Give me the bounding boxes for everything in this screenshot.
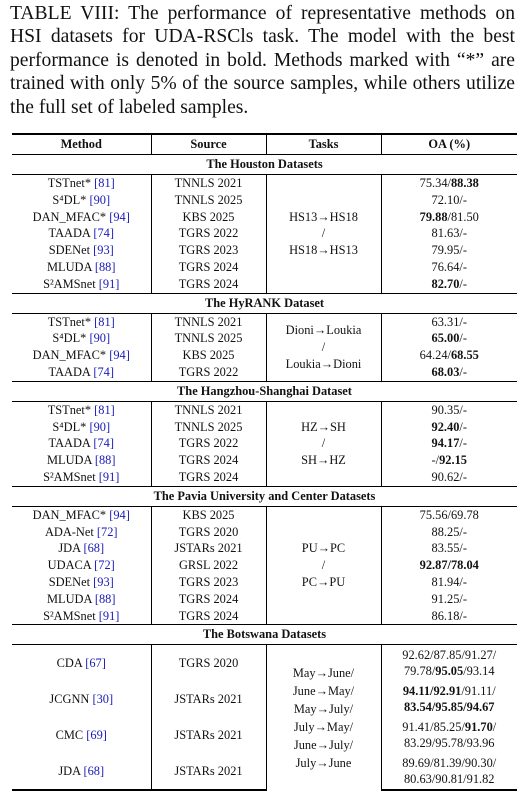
oa-value: /- — [459, 276, 467, 291]
citation: [68] — [83, 764, 105, 779]
oa-value: 80.63/90.81/91.82 — [403, 772, 495, 787]
table-row — [12, 608, 517, 625]
source-cell: TGRS 2024 — [151, 469, 266, 486]
oa-value: 83.55/- — [431, 541, 467, 556]
method-cell — [12, 452, 151, 469]
oa-value: /93.14 — [463, 664, 495, 679]
oa-cell — [381, 259, 517, 276]
table-row — [12, 364, 517, 381]
method-cell — [12, 540, 151, 557]
citation: [81] — [94, 314, 115, 329]
method-cell — [12, 192, 151, 209]
table-row — [12, 276, 517, 293]
section-title: The HyRANK Dataset — [12, 293, 517, 313]
table-row — [12, 209, 517, 226]
task-line: / — [321, 339, 326, 354]
method-cell — [12, 347, 151, 364]
table-row — [12, 225, 517, 242]
oa-line — [382, 683, 518, 699]
method-name: MLUDA — [46, 453, 95, 468]
task-line: PC→PU — [301, 574, 346, 589]
section-header — [12, 293, 517, 313]
oa-value: /- — [459, 436, 467, 451]
citation: [72] — [96, 524, 118, 539]
oa-cell — [381, 364, 517, 381]
citation: [94] — [109, 348, 130, 363]
source-cell: JSTARs 2021 — [151, 753, 266, 790]
method-cell — [12, 469, 151, 486]
method-cell — [12, 753, 151, 790]
method-cell — [12, 276, 151, 293]
oa-value: /81.50 — [447, 209, 479, 224]
method-name: DAN_MFAC* — [32, 507, 110, 522]
citation: [91] — [98, 469, 120, 484]
performance-table — [12, 133, 517, 791]
oa-value: 81.63/- — [431, 226, 467, 241]
section-title: The Houston Datasets — [12, 155, 517, 175]
oa-value: /- — [459, 331, 467, 346]
table-row — [12, 645, 517, 682]
oa-cell — [381, 452, 517, 469]
oa-value: 76.64/- — [431, 259, 467, 274]
method-cell — [12, 435, 151, 452]
section-header — [12, 155, 517, 175]
oa-line — [382, 699, 518, 715]
method-name: DAN_MFAC* — [32, 348, 110, 363]
oa-best-value: 91.70 — [464, 720, 493, 735]
source-cell: TGRS 2020 — [151, 645, 266, 682]
task-line: PU→PC — [301, 541, 346, 556]
method-name: CDA — [56, 656, 86, 671]
oa-cell — [381, 192, 517, 209]
method-name: S⁴DL* — [52, 419, 90, 434]
method-cell — [12, 175, 151, 192]
oa-value: 81.94/- — [431, 574, 467, 589]
method-cell — [12, 225, 151, 242]
oa-value: 63.31/- — [431, 314, 467, 329]
citation: [88] — [94, 259, 116, 274]
citation: [68] — [83, 541, 105, 556]
method-name: MLUDA — [46, 259, 95, 274]
header-method: Method — [12, 134, 151, 155]
section-header — [12, 381, 517, 401]
citation: [72] — [94, 558, 115, 573]
oa-value: 91.41/85.25/ — [402, 720, 465, 735]
oa-best-value: 82.70 — [431, 276, 460, 291]
table-row — [12, 452, 517, 469]
citation: [94] — [109, 209, 130, 224]
table-row — [12, 313, 517, 330]
method-cell — [12, 209, 151, 226]
source-cell: TGRS 2023 — [151, 574, 266, 591]
source-cell: TGRS 2024 — [151, 608, 266, 625]
source-cell: TGRS 2020 — [151, 524, 266, 541]
method-cell — [12, 330, 151, 347]
task-line: HS13→HS18 — [289, 209, 358, 224]
citation: [88] — [94, 591, 116, 606]
oa-cell — [381, 645, 517, 682]
oa-best-value: 68.03 — [431, 364, 460, 379]
citation: [91] — [98, 608, 120, 623]
method-cell — [12, 645, 151, 682]
oa-best-value: 92.87/78.04 — [419, 558, 479, 573]
oa-value: /- — [459, 364, 467, 379]
source-cell: JSTARs 2021 — [151, 540, 266, 557]
citation: [81] — [94, 176, 115, 190]
source-cell: TNNLS 2021 — [151, 401, 266, 418]
oa-cell — [381, 591, 517, 608]
citation: [74] — [93, 364, 114, 379]
method-name: S⁴DL* — [52, 331, 90, 346]
oa-cell — [381, 608, 517, 625]
section-header — [12, 486, 517, 506]
method-name: TSTnet* — [47, 314, 95, 329]
table-row — [12, 330, 517, 347]
method-cell — [12, 681, 151, 717]
citation: [90] — [89, 419, 111, 434]
citation: [91] — [98, 276, 120, 291]
oa-line — [382, 647, 518, 663]
oa-cell — [381, 175, 517, 192]
task-line: HZ→SH — [301, 419, 346, 434]
method-cell — [12, 524, 151, 541]
table-row — [12, 242, 517, 259]
tasks-cell — [266, 313, 381, 381]
citation: [94] — [109, 507, 130, 522]
table-row — [12, 192, 517, 209]
table-row — [12, 540, 517, 557]
table-row — [12, 175, 517, 192]
oa-value: 92.62/87.85/91.27/ — [402, 648, 497, 663]
method-name: S²AMSnet — [43, 276, 99, 291]
oa-cell — [381, 506, 517, 523]
oa-value: 75.34/ — [419, 176, 451, 190]
oa-best-value: 94.17 — [431, 436, 460, 451]
section-header — [12, 625, 517, 645]
method-cell — [12, 506, 151, 523]
table-row — [12, 435, 517, 452]
oa-cell — [381, 209, 517, 226]
oa-best-value: 94.11/92.91 — [402, 684, 462, 699]
source-cell: KBS 2025 — [151, 209, 266, 226]
task-line: SH→HZ — [301, 453, 346, 468]
oa-cell — [381, 401, 517, 418]
oa-cell — [381, 419, 517, 436]
method-name: SDENet — [48, 243, 94, 258]
table-row — [12, 401, 517, 418]
citation: [69] — [86, 728, 107, 743]
oa-value: 72.10/- — [431, 192, 467, 207]
source-cell: JSTARs 2021 — [151, 681, 266, 717]
table-row — [12, 574, 517, 591]
oa-cell — [381, 242, 517, 259]
citation: [93] — [93, 243, 114, 258]
method-cell — [12, 401, 151, 418]
method-cell — [12, 557, 151, 574]
task-line: HS18→HS13 — [289, 243, 358, 258]
table-row — [12, 717, 517, 753]
oa-value: /- — [459, 419, 467, 434]
citation: [90] — [89, 192, 111, 207]
source-cell: TNNLS 2021 — [151, 175, 266, 192]
oa-cell — [381, 717, 517, 753]
header-tasks: Tasks — [266, 134, 381, 155]
oa-cell — [381, 435, 517, 452]
method-name: TSTnet* — [47, 176, 95, 190]
oa-value: 79.78/ — [403, 664, 436, 679]
oa-cell — [381, 524, 517, 541]
table-row — [12, 753, 517, 790]
method-cell — [12, 608, 151, 625]
table-row — [12, 557, 517, 574]
section-title: The Botswana Datasets — [12, 625, 517, 645]
oa-value: 88.25/- — [431, 524, 467, 539]
oa-value: 91.25/- — [431, 591, 467, 606]
oa-line — [382, 719, 518, 735]
table-row — [12, 681, 517, 717]
oa-cell — [381, 313, 517, 330]
citation: [81] — [94, 402, 115, 417]
oa-best-value: 83.54/95.85/94.67 — [403, 700, 495, 715]
header-oa: OA (%) — [381, 134, 517, 155]
source-cell: TGRS 2024 — [151, 276, 266, 293]
task-line: June→May/ — [292, 683, 355, 698]
oa-cell — [381, 753, 517, 790]
method-name: TAADA — [48, 364, 94, 379]
source-cell: KBS 2025 — [151, 506, 266, 523]
table-row — [12, 524, 517, 541]
oa-value: 75.56/69.78 — [419, 507, 479, 522]
table-row — [12, 419, 517, 436]
oa-cell — [381, 347, 517, 364]
oa-value: 86.18/- — [431, 608, 467, 623]
task-line: June→July/ — [293, 737, 354, 752]
source-cell: TNNLS 2025 — [151, 192, 266, 209]
source-cell: TNNLS 2025 — [151, 330, 266, 347]
citation: [93] — [93, 574, 114, 589]
table-row — [12, 347, 517, 364]
oa-line — [382, 663, 518, 679]
method-name: JDA — [58, 541, 84, 556]
oa-value: 64.24/ — [419, 348, 451, 363]
method-name: S²AMSnet — [43, 469, 99, 484]
citation: [88] — [94, 453, 116, 468]
method-name: JCGNN — [49, 692, 93, 707]
tasks-cell — [266, 506, 381, 625]
oa-value: 79.95/- — [431, 243, 467, 258]
task-line: Dioni→Loukia — [285, 322, 362, 337]
table-row — [12, 591, 517, 608]
method-name: MLUDA — [46, 591, 95, 606]
method-cell — [12, 591, 151, 608]
method-name: DAN_MFAC* — [32, 209, 110, 224]
method-cell — [12, 259, 151, 276]
table-row — [12, 469, 517, 486]
source-cell: TGRS 2022 — [151, 435, 266, 452]
oa-value: 83.29/95.78/93.96 — [403, 736, 495, 751]
method-cell — [12, 313, 151, 330]
method-name: SDENet — [48, 574, 94, 589]
oa-best-value: 95.05 — [435, 664, 464, 679]
oa-line — [382, 771, 518, 787]
oa-cell — [381, 540, 517, 557]
oa-best-value: 79.88 — [419, 209, 448, 224]
source-cell: KBS 2025 — [151, 347, 266, 364]
section-title: The Hangzhou-Shanghai Dataset — [12, 381, 517, 401]
oa-value: 90.35/- — [431, 402, 467, 417]
method-name: S⁴DL* — [52, 192, 90, 207]
oa-cell — [381, 574, 517, 591]
oa-line — [382, 735, 518, 751]
method-cell — [12, 717, 151, 753]
oa-cell — [381, 276, 517, 293]
source-cell: TGRS 2024 — [151, 452, 266, 469]
method-name: ADA-Net — [44, 524, 97, 539]
oa-value: 89.69/81.39/90.30/ — [402, 756, 497, 771]
method-name: CMC — [55, 728, 87, 743]
oa-value: -/ — [431, 453, 440, 468]
source-cell: TGRS 2023 — [151, 242, 266, 259]
oa-best-value: 68.55 — [450, 348, 479, 363]
source-cell: GRSL 2022 — [151, 557, 266, 574]
citation: [67] — [85, 656, 106, 671]
method-cell — [12, 419, 151, 436]
method-name: S²AMSnet — [43, 608, 99, 623]
oa-best-value: 92.40 — [431, 419, 460, 434]
oa-cell — [381, 557, 517, 574]
source-cell: TGRS 2024 — [151, 591, 266, 608]
citation: [90] — [89, 331, 111, 346]
oa-best-value: 88.38 — [450, 176, 479, 190]
citation: [74] — [93, 436, 114, 451]
oa-cell — [381, 681, 517, 717]
source-cell: TGRS 2022 — [151, 225, 266, 242]
oa-best-value: 65.00 — [431, 331, 460, 346]
task-line: / — [321, 558, 326, 573]
citation: [74] — [93, 226, 114, 241]
oa-best-value: 92.15 — [439, 453, 467, 468]
table-row — [12, 259, 517, 276]
header-row — [12, 134, 517, 155]
task-line: / — [321, 226, 326, 241]
task-line: Loukia→Dioni — [285, 356, 362, 371]
tasks-cell — [266, 175, 381, 294]
task-line: July→May/ — [293, 719, 354, 734]
method-name: TSTnet* — [47, 402, 95, 417]
task-line: July→June — [295, 755, 352, 770]
source-cell: JSTARs 2021 — [151, 717, 266, 753]
method-cell — [12, 364, 151, 381]
oa-line — [382, 755, 518, 771]
task-line: May→July/ — [293, 701, 354, 716]
table-row — [12, 506, 517, 523]
header-source: Source — [151, 134, 266, 155]
section-title: The Pavia University and Center Datasets — [12, 486, 517, 506]
oa-cell — [381, 225, 517, 242]
table-caption: TABLE VIII: The performance of representative methods on HSI datasets for UDA-RSCls task. The model with the best performance is denoted in bold. Methods marked with “*” are trained with only 5% of the source samples, while others utilize the full set of labeled samples. — [10, 3, 515, 118]
oa-value: /91.11/ — [461, 684, 496, 699]
method-name: UDACA — [47, 558, 95, 573]
method-cell — [12, 242, 151, 259]
method-name: TAADA — [48, 226, 94, 241]
tasks-cell — [266, 645, 381, 791]
method-name: TAADA — [48, 436, 94, 451]
source-cell: TNNLS 2025 — [151, 419, 266, 436]
citation: [30] — [92, 692, 114, 707]
source-cell: TGRS 2024 — [151, 259, 266, 276]
oa-value: 90.62/- — [431, 469, 467, 484]
tasks-cell — [266, 401, 381, 486]
oa-cell — [381, 469, 517, 486]
method-cell — [12, 574, 151, 591]
oa-cell — [381, 330, 517, 347]
task-line: May→June/ — [292, 665, 355, 680]
method-name: JDA — [58, 764, 84, 779]
task-line: / — [321, 436, 326, 451]
source-cell: TGRS 2022 — [151, 364, 266, 381]
oa-value: / — [492, 720, 497, 735]
source-cell: TNNLS 2021 — [151, 313, 266, 330]
